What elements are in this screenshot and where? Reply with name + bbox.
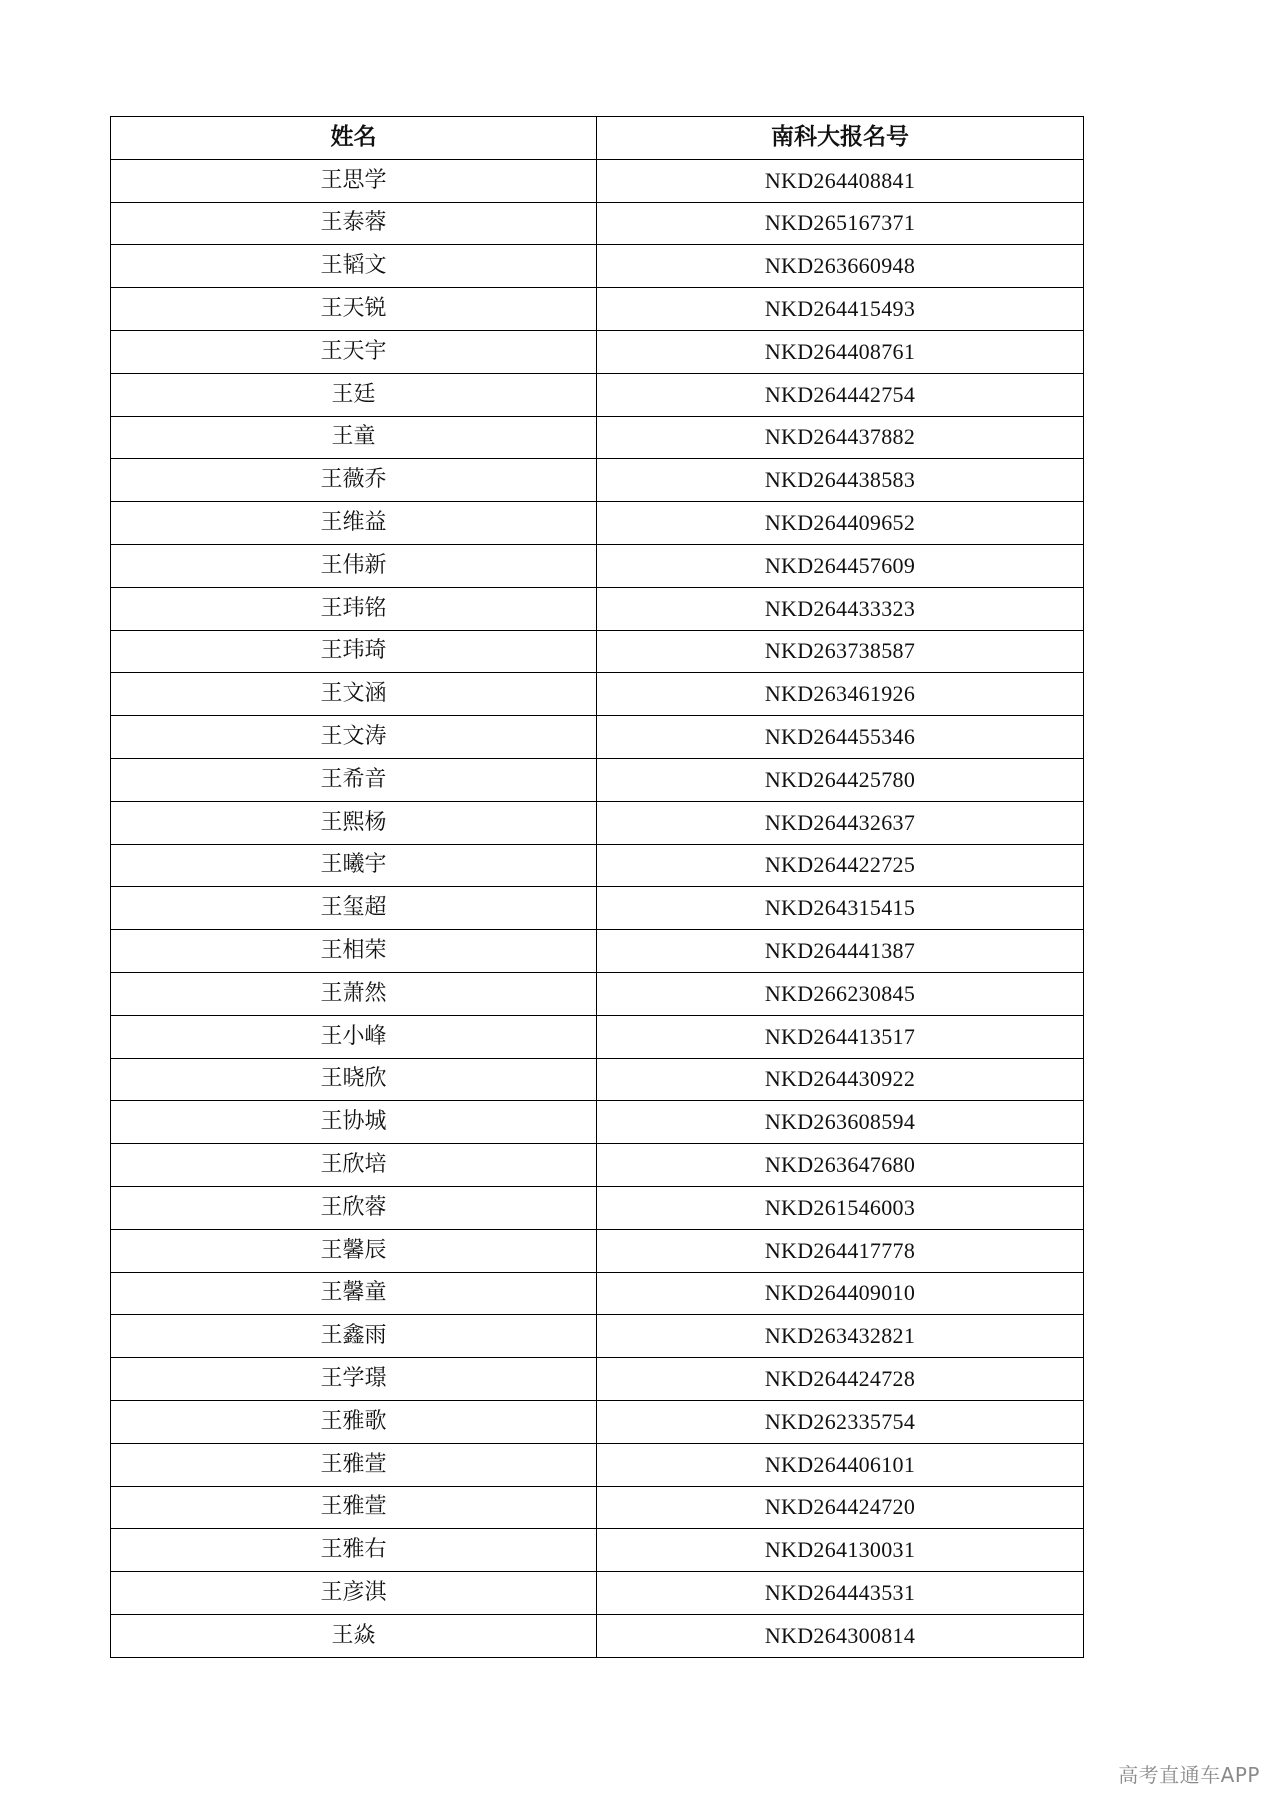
cell-registration-id: NKD264455346 [597,716,1084,759]
table-row [111,1058,1084,1101]
cell-registration-id: NKD263738587 [597,630,1084,673]
cell-name: 王玮铭 [111,587,597,630]
cell-name: 王晓欣 [111,1058,597,1101]
cell-name: 王文涵 [111,673,597,716]
cell-registration-id: NKD264432637 [597,801,1084,844]
cell-name: 王小峰 [111,1015,597,1058]
cell-name: 王泰蓉 [111,202,597,245]
cell-name: 王天宇 [111,330,597,373]
table-row [111,159,1084,202]
cell-registration-id: NKD264433323 [597,587,1084,630]
table-row [111,502,1084,545]
table-row [111,373,1084,416]
cell-registration-id: NKD261546003 [597,1186,1084,1229]
cell-registration-id: NKD265167371 [597,202,1084,245]
cell-name: 王曦宇 [111,844,597,887]
table-row [111,1358,1084,1401]
cell-name: 王欣培 [111,1144,597,1187]
cell-registration-id: NKD264409010 [597,1272,1084,1315]
cell-registration-id: NKD264300814 [597,1614,1084,1657]
cell-registration-id: NKD264443531 [597,1572,1084,1615]
cell-name: 王玮琦 [111,630,597,673]
cell-registration-id: NKD264315415 [597,887,1084,930]
table-row [111,630,1084,673]
table-row [111,972,1084,1015]
table-row [111,459,1084,502]
cell-name: 王欣蓉 [111,1186,597,1229]
table-row [111,1400,1084,1443]
cell-name: 王伟新 [111,544,597,587]
cell-name: 王学璟 [111,1358,597,1401]
table-row [111,1486,1084,1529]
cell-name: 王维益 [111,502,597,545]
cell-registration-id: NKD264438583 [597,459,1084,502]
table-row [111,1015,1084,1058]
cell-name: 王馨童 [111,1272,597,1315]
cell-name: 王玺超 [111,887,597,930]
table-row [111,1614,1084,1657]
cell-name: 王雅右 [111,1529,597,1572]
cell-registration-id: NKD264457609 [597,544,1084,587]
cell-name: 王焱 [111,1614,597,1657]
cell-name: 王鑫雨 [111,1315,597,1358]
table-row [111,544,1084,587]
cell-registration-id: NKD264417778 [597,1229,1084,1272]
cell-name: 王童 [111,416,597,459]
cell-name: 王希音 [111,758,597,801]
cell-registration-id: NKD264408841 [597,159,1084,202]
cell-registration-id: NKD264409652 [597,502,1084,545]
cell-registration-id: NKD264425780 [597,758,1084,801]
watermark-text: 高考直通车APP [1118,1763,1260,1787]
table-row [111,416,1084,459]
column-header-registration-id: 南科大报名号 [597,117,1084,160]
cell-registration-id: NKD264130031 [597,1529,1084,1572]
column-header-name: 姓名 [111,117,597,160]
cell-name: 王雅萱 [111,1443,597,1486]
table-row [111,1144,1084,1187]
roster-table-body [111,159,1084,1657]
table-row [111,758,1084,801]
cell-name: 王萧然 [111,972,597,1015]
table-row [111,844,1084,887]
cell-name: 王彦淇 [111,1572,597,1615]
cell-registration-id: NKD264430922 [597,1058,1084,1101]
roster-sheet [110,116,1083,1658]
table-row [111,716,1084,759]
table-row [111,288,1084,331]
cell-registration-id: NKD263461926 [597,673,1084,716]
cell-registration-id: NKD264413517 [597,1015,1084,1058]
cell-registration-id: NKD262335754 [597,1400,1084,1443]
cell-name: 王熙杨 [111,801,597,844]
cell-registration-id: NKD264437882 [597,416,1084,459]
table-row [111,1101,1084,1144]
cell-registration-id: NKD264424728 [597,1358,1084,1401]
table-row [111,887,1084,930]
cell-registration-id: NKD264408761 [597,330,1084,373]
table-row [111,1443,1084,1486]
table-header-row [111,117,1084,160]
table-row [111,587,1084,630]
cell-name: 王相荣 [111,930,597,973]
table-row [111,1229,1084,1272]
cell-registration-id: NKD266230845 [597,972,1084,1015]
table-row [111,1572,1084,1615]
table-row [111,930,1084,973]
table-row [111,330,1084,373]
cell-name: 王薇乔 [111,459,597,502]
cell-name: 王文涛 [111,716,597,759]
cell-registration-id: NKD264415493 [597,288,1084,331]
cell-registration-id: NKD264406101 [597,1443,1084,1486]
table-row [111,1529,1084,1572]
cell-name: 王协城 [111,1101,597,1144]
cell-registration-id: NKD264441387 [597,930,1084,973]
table-row [111,801,1084,844]
table-row [111,1186,1084,1229]
cell-registration-id: NKD263432821 [597,1315,1084,1358]
cell-name: 王馨辰 [111,1229,597,1272]
table-row [111,202,1084,245]
cell-registration-id: NKD263647680 [597,1144,1084,1187]
cell-name: 王雅歌 [111,1400,597,1443]
cell-registration-id: NKD264424720 [597,1486,1084,1529]
cell-name: 王韬文 [111,245,597,288]
table-row [111,1272,1084,1315]
table-row [111,245,1084,288]
cell-registration-id: NKD264442754 [597,373,1084,416]
cell-registration-id: NKD263660948 [597,245,1084,288]
cell-name: 王思学 [111,159,597,202]
cell-name: 王雅萱 [111,1486,597,1529]
table-row [111,673,1084,716]
cell-name: 王廷 [111,373,597,416]
cell-registration-id: NKD264422725 [597,844,1084,887]
cell-registration-id: NKD263608594 [597,1101,1084,1144]
roster-table [110,116,1084,1658]
cell-name: 王天锐 [111,288,597,331]
table-row [111,1315,1084,1358]
